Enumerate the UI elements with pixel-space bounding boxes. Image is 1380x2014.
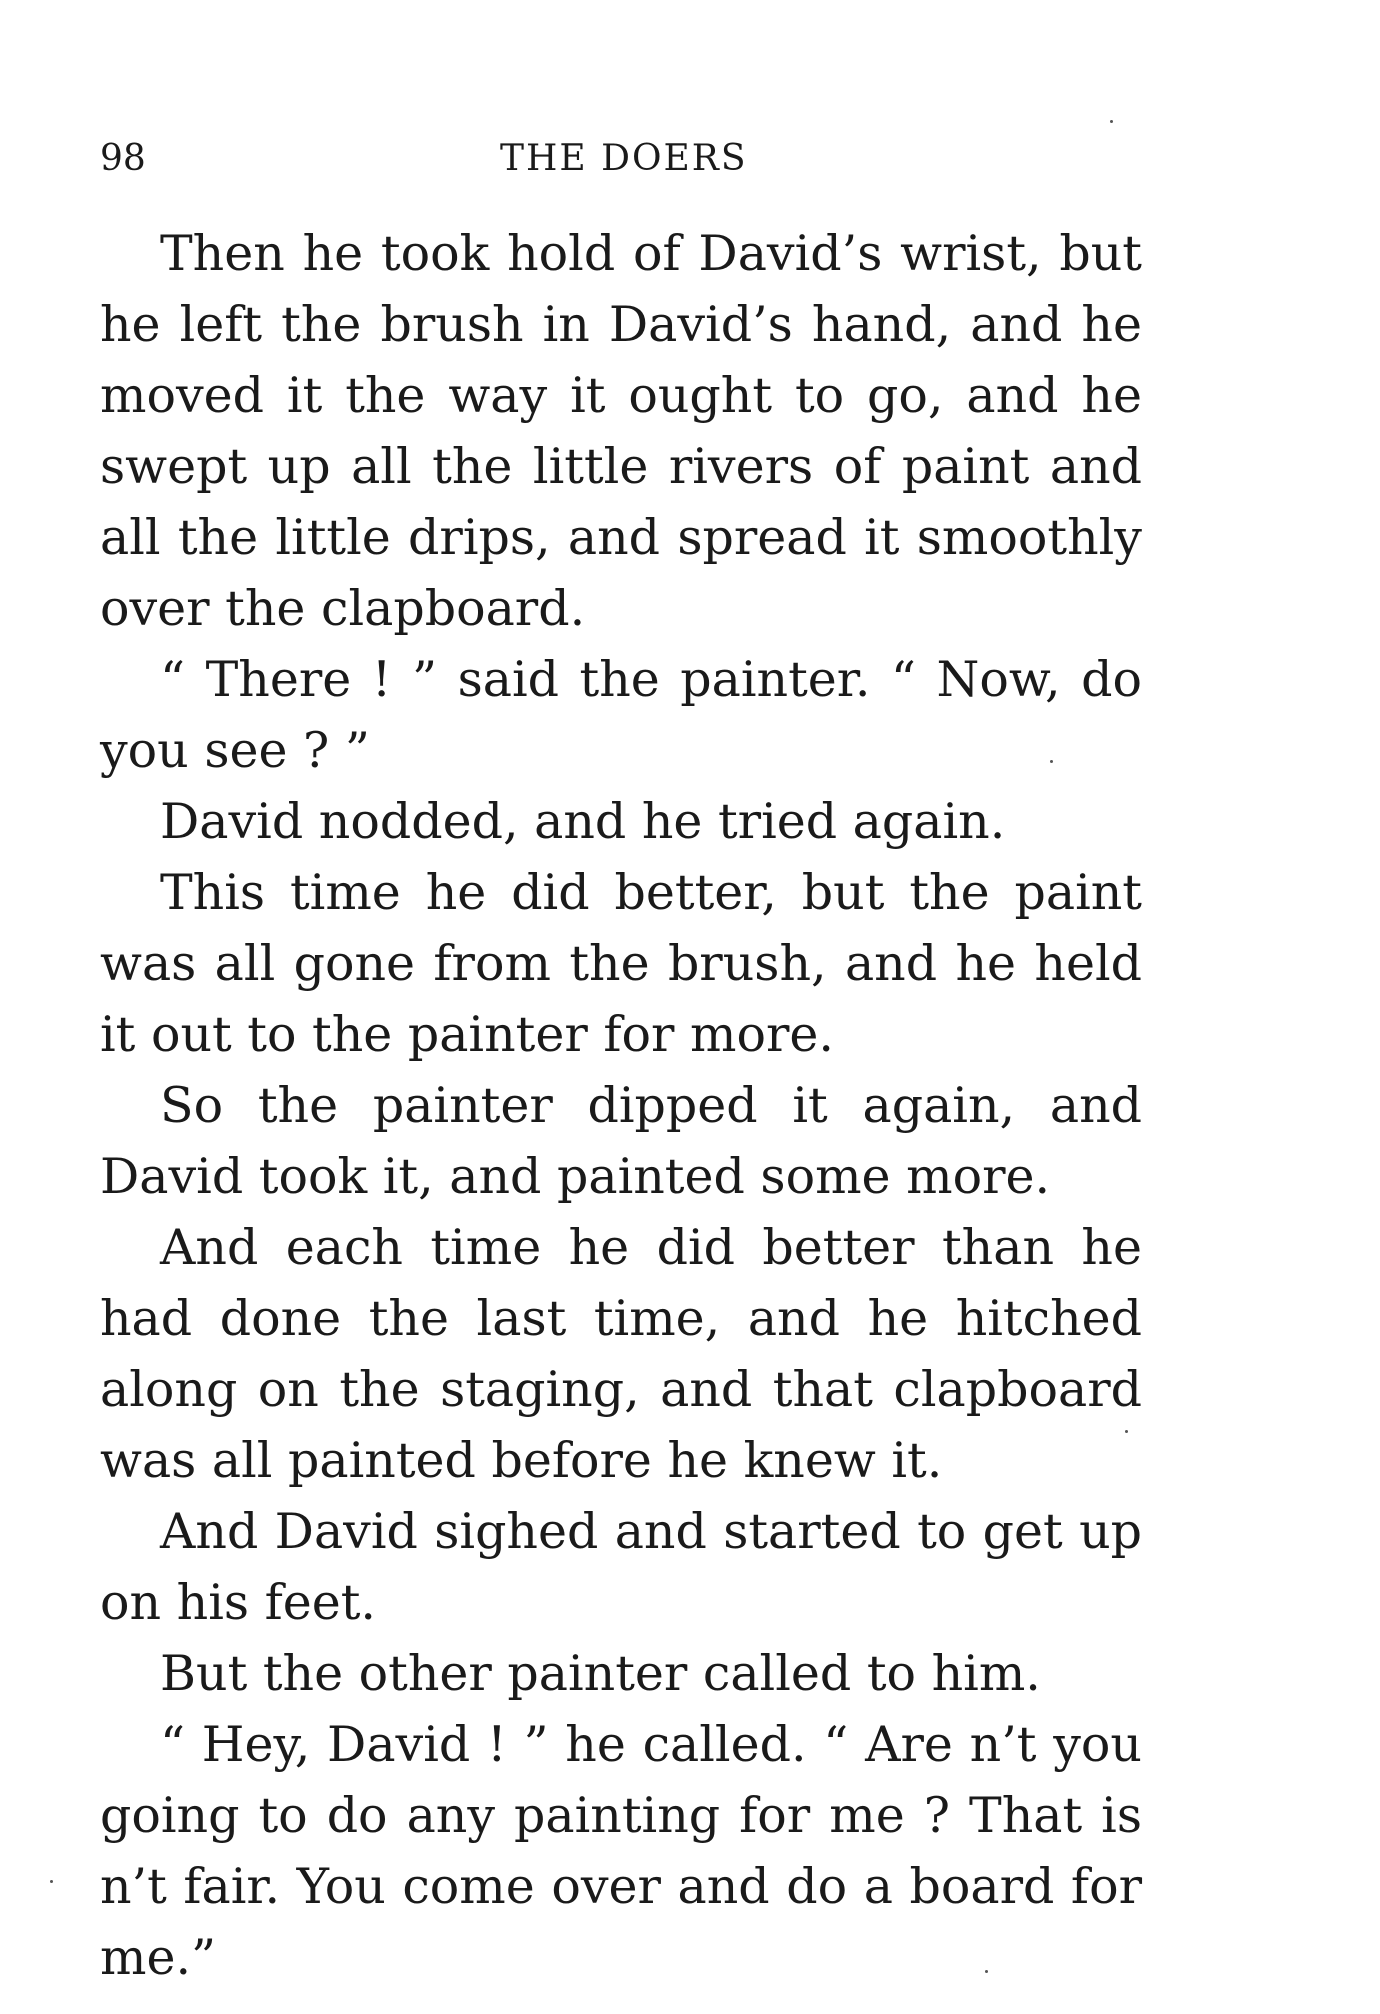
print-speck	[985, 1970, 988, 1973]
paragraph: “ There ! ” said the painter. “ Now, do you see ? ”	[100, 651, 1142, 779]
paragraph: But the other painter called to him.	[160, 1645, 1041, 1702]
paragraph: David nodded, and he tried again.	[160, 793, 1006, 850]
print-speck	[1125, 1430, 1128, 1433]
paragraph: And David sighed and started to get up on his feet.	[100, 1503, 1142, 1631]
paragraph: So the painter dipped it again, and David took it, and painted some more.	[100, 1077, 1142, 1205]
print-speck	[1050, 760, 1053, 763]
page-number: 98	[100, 138, 146, 179]
print-speck	[50, 1880, 53, 1883]
running-head: THE DOERS	[500, 138, 748, 179]
print-speck	[1110, 120, 1113, 123]
paragraph: “ Hey, David ! ” he called. “ Are n’t you going to do any painting for me ? That is n’t fair. You come over and do a board for me.”	[100, 1716, 1142, 1986]
page-header	[100, 138, 1140, 188]
paragraph: Then he took hold of David’s wrist, but he left the brush in David’s hand, and he moved it the way it ought to go, and he swept up all the little rivers of paint and all the little drips, and spread it smoothly over the clapboard.	[100, 225, 1142, 637]
paragraph: This time he did better, but the paint was all gone from the brush, and he held it out to the painter for more.	[100, 864, 1142, 1063]
body-text	[100, 218, 1142, 1993]
paragraph: And each time he did better than he had done the last time, and he hitched along on the staging, and that clapboard was all painted before he knew it.	[100, 1219, 1142, 1489]
